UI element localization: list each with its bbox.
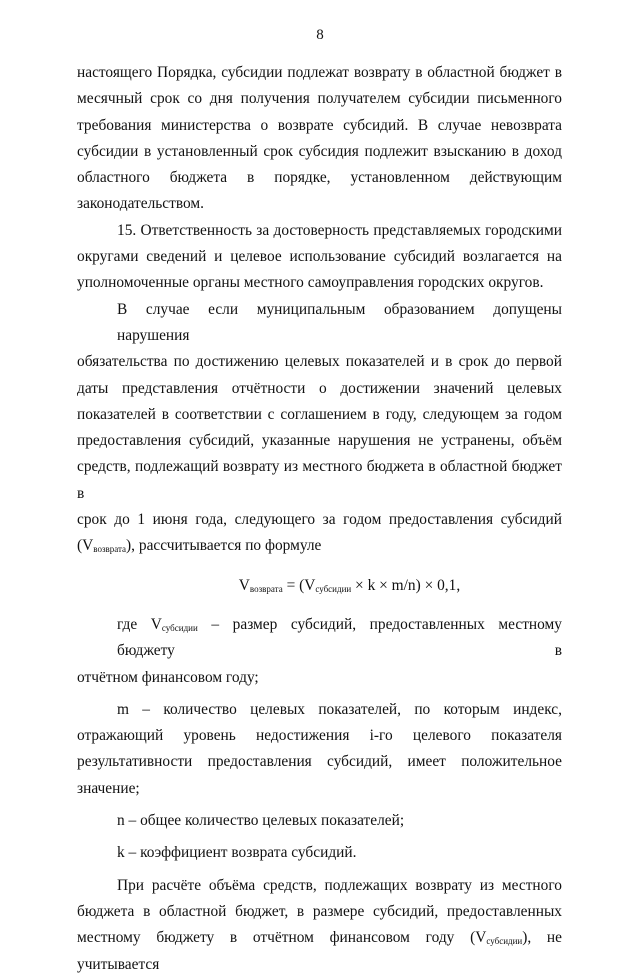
text-line: предоставления субсидий, указанные нарушения не устранены, объём — [77, 432, 562, 450]
text-line: При расчёте объёма средств, подлежащих возврату из местного — [117, 876, 562, 894]
text-line: требования министерства о возврате субсидий. В случае невозврата — [77, 116, 562, 134]
text-line: В случае если муниципальным образованием допущены нарушения — [117, 300, 562, 344]
where-v-subscript: субсидии — [161, 622, 198, 633]
text-line: областного бюджета в порядке, установленном действующим — [77, 169, 562, 187]
formula-v: V — [238, 576, 250, 594]
paragraph-violation-refund — [77, 297, 562, 560]
text-line: месячный срок со дня получения получателем субсидии письменного — [77, 90, 562, 108]
text-line — [77, 925, 562, 978]
text-line: настоящего Порядка, субсидии подлежат возврату в областной бюджет в — [77, 64, 562, 81]
paragraph-k-definition: k – коэффициент возврата субсидий. — [117, 844, 357, 862]
where-v-start: где V — [117, 615, 162, 633]
text-line: результативности предоставления субсидий, имеет положительное — [77, 753, 562, 771]
text-line: 15. Ответственность за достоверность представляемых городскими — [117, 221, 562, 239]
paragraph-calculation — [77, 873, 562, 978]
formula-v-subscript: возврата — [249, 583, 283, 594]
paragraph-m-definition — [77, 697, 562, 802]
calc-last-end: ), не учитывается — [77, 929, 563, 973]
text-line: бюджета в областной бюджет, в размере субсидий, предоставленных — [77, 902, 562, 920]
text-line: субсидии в установленный срок субсидия подлежит взысканию в доход — [77, 142, 562, 160]
paragraph-n-definition: n – общее количество целевых показателей; — [117, 812, 405, 830]
v-refund-close: ), рассчитывается по формуле — [126, 537, 322, 555]
formula-mid: = (V — [282, 576, 316, 594]
text-line: даты представления отчётности о достижении значений целевых — [77, 379, 562, 397]
where-v-rest: – размер субсидий, предоставленных местному бюджету в — [117, 615, 562, 660]
calc-last-start: местному бюджету в отчётном финансовом году (V — [77, 929, 487, 947]
text-line: показателей в соответствии с соглашением в году, следующем за годом — [77, 405, 562, 423]
v-refund-open: (V — [77, 537, 94, 555]
document-body — [77, 60, 562, 978]
formula-rest: × k × m/n) × 0,1, — [351, 576, 461, 594]
page-number: 8 — [316, 27, 324, 43]
text-line — [77, 612, 562, 665]
paragraph-refund-term — [77, 60, 562, 218]
text-line: округами сведений и целевое использование субсидий возлагается на — [77, 248, 562, 266]
v-refund-subscript: возврата — [93, 544, 127, 555]
formula-subsidy-subscript: субсидии — [315, 583, 352, 594]
text-line: уполномоченные органы местного самоуправления городских округов. — [77, 274, 544, 292]
paragraph-15-responsibility — [77, 218, 562, 297]
text-line: срок до 1 июня года, следующего за годом предоставления субсидий — [77, 511, 562, 529]
paragraph-where-v — [77, 612, 562, 691]
refund-formula — [77, 573, 562, 599]
text-line: средств, подлежащий возврату из местного бюджета в областной бюджет в — [77, 458, 562, 502]
text-line: обязательства по достижению целевых показателей и в срок до первой — [77, 353, 562, 371]
text-line: отражающий уровень недостижения i-го целевого показателя — [77, 727, 562, 745]
calc-subsidy-subscript: субсидии — [486, 936, 523, 947]
text-line: значение; — [77, 779, 140, 797]
text-line: отчётном финансовом году; — [77, 668, 259, 686]
text-line — [77, 533, 562, 559]
text-line: m – количество целевых показателей, по которым индекс, — [117, 700, 562, 718]
text-line: законодательством. — [77, 195, 205, 213]
